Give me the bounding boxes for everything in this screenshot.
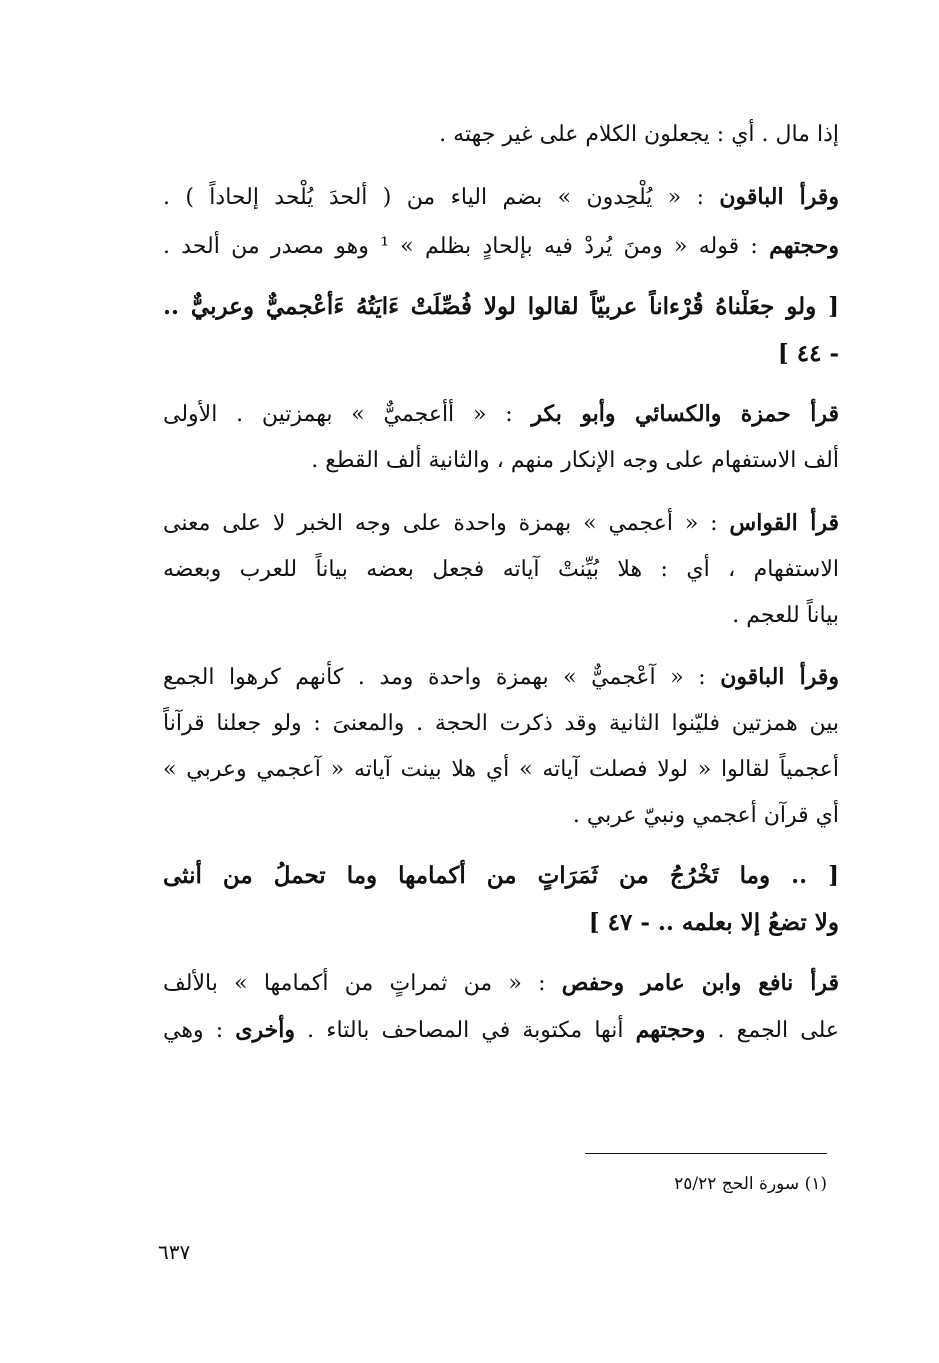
quran-verse: [163, 859, 839, 893]
verse-number: [163, 337, 839, 371]
line-text: : « يُلْحِدون » بضم الياء من ( ألحدَ يُلْحد إلحاداً ) .: [163, 185, 720, 210]
argument-label: وحجتهم: [635, 1017, 706, 1043]
line-text: : « من ثمراتٍ من أكمامها » بالألف: [163, 971, 562, 996]
text-line: [163, 506, 839, 541]
line-text: بين همزتين فليّنوا الثانية وقد ذكرت الحجة . والمعنىَ : ولو جعلنا قرآناً: [163, 711, 839, 736]
line-text: أنها مكتوبة في المصاحف بالتاء .: [294, 1018, 636, 1043]
reader-name: وقرأ الباقون: [719, 184, 839, 210]
argument-label: وحجتهم: [769, 233, 839, 259]
line-text: ألف الاستفهام على وجه الإنكار منهم ، والثانية ألف القطع .: [311, 448, 839, 473]
text-line: [163, 229, 839, 264]
quran-verse: [163, 906, 839, 940]
line-text: : « أأعجميٌّ » بهمزتين . الأولى: [163, 402, 532, 427]
text-line: [163, 660, 839, 695]
line-text: : قوله « ومنَ يُردْ فيه بإلحادٍ بظلم » ¹ وهو مصدر من ألحد .: [163, 234, 770, 259]
text-line: [163, 444, 839, 478]
verse-text: ولا تضعُ إلا بعلمه .. - ٤٧ ]: [588, 909, 839, 936]
text-line: [163, 599, 839, 633]
text-line: [163, 180, 839, 215]
reader-name: قرأ حمزة والكسائي وأبو بكر: [531, 401, 839, 427]
verse-text: [ ولو جعَلْناهُ قُرْءاناً عربيّاً لقالوا لولا فُصِّلَتْ ءَايَتُهُ ءَأعْجميٌّ وعربيٌّ ..: [163, 293, 839, 320]
footnote-divider: [585, 1153, 827, 1154]
reader-name: وقرأ الباقون: [720, 664, 839, 690]
reader-name: قرأ القواس: [729, 510, 839, 536]
quran-verse: [163, 290, 839, 324]
line-text: إذا مال . أي : يجعلون الكلام على غير جهته .: [439, 122, 839, 147]
text-line: [163, 553, 839, 587]
line-text: الاستفهام ، أي : هلا بُيِّنتْ آياته فجعل بعضه بياناً للعرب وبعضه: [163, 557, 839, 582]
text-line: [163, 799, 839, 833]
text-line: [163, 966, 839, 1001]
text-line: [163, 397, 839, 432]
footnote: (١) سورة الحج ٢٥/٢٢: [674, 1174, 827, 1194]
text-line: [163, 1013, 839, 1048]
verse-text: [ .. وما تَخْرُجُ من ثَمَرَاتٍ من أكمامها وما تحملُ من أنثى: [163, 862, 839, 889]
line-text: : « أعجمي » بهمزة واحدة على وجه الخبر لا على معنى: [163, 511, 730, 536]
line-text: بياناً للعجم .: [732, 603, 839, 628]
line-text: على الجمع .: [705, 1018, 839, 1043]
text-line: [163, 118, 839, 152]
line-text: : وهي: [163, 1018, 236, 1043]
line-text: أعجمياً لقالوا « لولا فصلت آياته » أي هلا بينت آياته « آعجمي وعربي »: [163, 757, 839, 782]
text-line: [163, 753, 839, 787]
text-line: [163, 707, 839, 741]
page-number: ٦٣٧: [158, 1240, 191, 1264]
argument-label: وأخرى: [235, 1017, 295, 1043]
reader-name: قرأ نافع وابن عامر وحفص: [561, 970, 839, 996]
line-text: : « آعْجميٌّ » بهمزة واحدة ومد . كأنهم كرهوا الجمع: [163, 665, 721, 690]
line-text: أي قرآن أعجمي ونبيّ عربي .: [572, 803, 839, 828]
verse-ref: - ٤٤ ]: [777, 340, 839, 367]
